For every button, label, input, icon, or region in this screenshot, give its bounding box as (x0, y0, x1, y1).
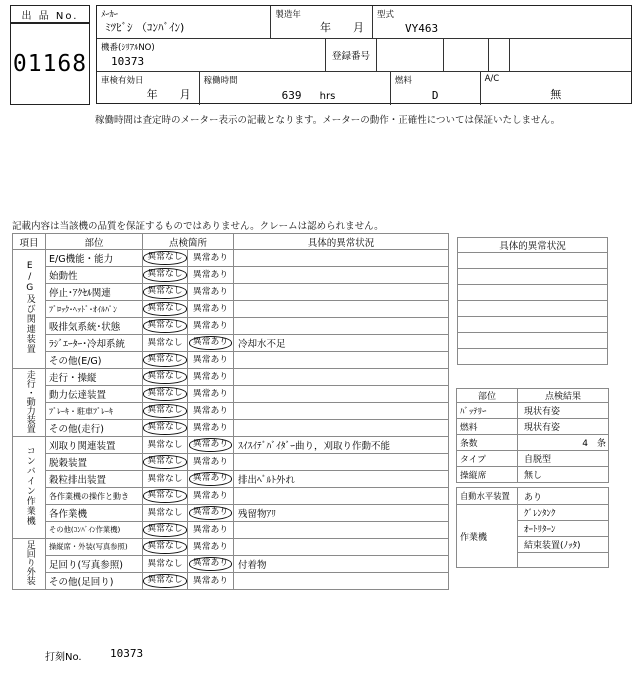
detail-cell (234, 301, 449, 318)
detail-cell (234, 318, 449, 335)
stamp-no-value: 10373 (110, 647, 144, 660)
table-row (458, 317, 608, 333)
part-cell: E/G機能・能力 (46, 250, 143, 267)
ok-option: 異常なし (143, 387, 186, 400)
ng-option: 異常あり (189, 506, 232, 519)
registration-no-cell (326, 39, 377, 71)
part-cell: 各作業機の操作と動き (46, 488, 143, 505)
table-row (13, 318, 449, 335)
table-row (13, 369, 449, 386)
table-row (13, 454, 449, 471)
table-row (13, 352, 449, 369)
table-row (13, 250, 449, 267)
detail-cell: ｽｲｽｲﾃﾞﾊﾞｲﾀﾞｰ曲り，刈取り作動不能 (234, 437, 449, 454)
result-header-row (457, 389, 609, 403)
ok-option: 異常なし (143, 489, 186, 502)
table-row (457, 403, 609, 419)
table-row (13, 403, 449, 420)
ng-cell (188, 386, 234, 403)
ng-cell (188, 335, 234, 352)
equipment-item: ｸﾞﾚﾝﾀﾝｸ (518, 505, 609, 521)
ng-option: 異常あり (192, 575, 229, 586)
empty-detail-cell (458, 349, 608, 365)
ok-option: 異常なし (143, 302, 186, 315)
result-value: 現状有姿 (518, 403, 609, 419)
ng-option: 異常あり (189, 557, 232, 570)
ok-cell (143, 267, 188, 284)
auto-leveling-value: あり (518, 488, 609, 505)
result-value: 自脱型 (518, 451, 609, 467)
table-row (457, 505, 609, 521)
table-row (13, 556, 449, 573)
detail-cell (234, 284, 449, 301)
ng-option: 異常あり (192, 456, 229, 467)
ng-option: 異常あり (189, 472, 232, 485)
listing-no-header: 出 品 No. (10, 5, 90, 23)
ok-option: 異常なし (143, 540, 186, 553)
part-cell: その他(足回り) (46, 573, 143, 590)
part-cell: 脱穀装置 (46, 454, 143, 471)
detail-cell (234, 403, 449, 420)
stamp-no-label: 打刻No. (45, 652, 82, 663)
fuel-cell (391, 72, 481, 105)
header-detail: 具体的異常状況 (234, 234, 449, 250)
ok-cell (143, 250, 188, 267)
part-cell: 操縦席・外装(写真参照) (46, 539, 143, 556)
ac-label: A/C (484, 74, 500, 84)
result-header-result: 点検結果 (518, 389, 609, 403)
ng-cell (188, 573, 234, 590)
detail-cell (234, 250, 449, 267)
ok-cell (143, 505, 188, 522)
result-part: 条数 (457, 435, 518, 451)
ng-cell (188, 505, 234, 522)
operating-hours-unit: hrs (319, 91, 336, 102)
group-label-combine (13, 437, 46, 539)
quality-disclaimer: 記載内容は当該機の品質を保証するものではありません。クレームは認められません。 (12, 221, 384, 232)
maker-label: ﾒｰｶｰ (101, 10, 119, 20)
ng-option: 異常あり (192, 354, 229, 365)
ok-option: 異常なし (143, 523, 186, 536)
group-label-eg (13, 250, 46, 369)
empty-detail-cell (458, 269, 608, 285)
empty-detail-cell (458, 301, 608, 317)
ng-option: 異常あり (192, 490, 229, 501)
ok-cell (143, 488, 188, 505)
ng-option: 異常あり (189, 438, 232, 451)
detail-cell (234, 386, 449, 403)
table-row (13, 420, 449, 437)
model-value: VY463 (404, 22, 439, 35)
operating-hours-label: 稼働時間 (203, 76, 238, 86)
ng-option: 異常あり (192, 422, 229, 433)
ok-option: 異常なし (143, 319, 186, 332)
ng-option: 異常あり (192, 252, 229, 263)
empty-detail-cell (458, 333, 608, 349)
table-row (13, 488, 449, 505)
info-row-2 (97, 39, 631, 72)
auto-leveling-label: 自動水平装置 (457, 488, 518, 505)
table-row (457, 488, 609, 505)
ng-cell (188, 301, 234, 318)
group-vertical-text: コンバイン作業機 (24, 446, 35, 526)
detail-cell (234, 420, 449, 437)
detail-cell: 残留物ｱﾘ (234, 505, 449, 522)
ng-option: 異常あり (189, 336, 232, 349)
result-value: 現状有姿 (518, 419, 609, 435)
ng-cell (188, 284, 234, 301)
table-row (13, 437, 449, 454)
empty-cell (489, 39, 511, 71)
detail-cell (234, 539, 449, 556)
table-row (13, 539, 449, 556)
detail-cell (234, 522, 449, 539)
ok-cell (143, 556, 188, 573)
ac-cell (481, 72, 631, 105)
mfg-year-cell (271, 6, 373, 38)
ng-option: 異常あり (192, 405, 229, 416)
work-machine-label: 作業機 (457, 505, 518, 568)
ok-cell (143, 522, 188, 539)
table-row (13, 335, 449, 352)
ok-cell (143, 335, 188, 352)
part-cell: 始動性 (46, 267, 143, 284)
ng-cell (188, 556, 234, 573)
result-part: ﾊﾞｯﾃﾘｰ (457, 403, 518, 419)
empty-cell (377, 39, 444, 71)
abnormal-detail-table (457, 237, 608, 365)
empty-detail-cell (458, 317, 608, 333)
operating-hours-value: 639 (281, 89, 302, 102)
ng-option: 異常あり (192, 303, 229, 314)
ok-cell (143, 301, 188, 318)
ok-option: 異常なし (143, 574, 186, 587)
operating-hours-cell (200, 72, 391, 105)
ng-cell (188, 420, 234, 437)
header-check: 点検箇所 (143, 234, 234, 250)
ng-cell (188, 522, 234, 539)
detail-cell (234, 369, 449, 386)
inspection-table (12, 233, 449, 590)
ng-cell (188, 352, 234, 369)
table-row (457, 467, 609, 483)
ng-cell (188, 369, 234, 386)
meter-disclaimer: 稼働時間は査定時のメーター表示の記載となります。メーターの動作・正確性については保証いたしません。 (95, 115, 561, 126)
info-row-1 (97, 6, 631, 39)
ng-cell (188, 318, 234, 335)
model-cell (373, 6, 631, 38)
ok-cell (143, 284, 188, 301)
serial-value: 10373 (111, 55, 145, 68)
equipment-item: 結束装置(ﾉｯﾀ) (518, 537, 609, 553)
maker-cell (97, 6, 271, 38)
part-cell: その他(走行) (46, 420, 143, 437)
ok-cell (143, 437, 188, 454)
group-label-drive (13, 369, 46, 437)
ok-cell (143, 539, 188, 556)
table-row (458, 253, 608, 269)
group-vertical-text: E/G及び関連装置 (24, 261, 35, 354)
table-row (13, 267, 449, 284)
ok-option: 異常なし (143, 404, 186, 417)
ok-option: 異常なし (143, 455, 186, 468)
ng-cell (188, 267, 234, 284)
inspection-header-row (13, 234, 449, 250)
mfg-year-label: 製造年 (275, 10, 301, 20)
fuel-label: 燃料 (394, 76, 412, 86)
table-row (458, 285, 608, 301)
result-part: 操縦席 (457, 467, 518, 483)
ok-option: 異常なし (143, 370, 186, 383)
ok-option: 異常なし (143, 353, 186, 366)
table-row (13, 471, 449, 488)
info-row-3 (97, 72, 631, 105)
ng-option: 異常あり (192, 269, 229, 280)
result-part: タイプ (457, 451, 518, 467)
ok-option: 異常なし (147, 558, 183, 569)
ok-cell (143, 471, 188, 488)
result-value: 4 条 (518, 435, 609, 451)
ok-option: 異常なし (143, 268, 186, 281)
ac-value: 無 (550, 88, 562, 101)
part-cell: 各作業機 (46, 505, 143, 522)
ok-cell (143, 369, 188, 386)
detail-cell (234, 454, 449, 471)
detail-cell (234, 352, 449, 369)
part-cell: 走行・操縦 (46, 369, 143, 386)
fuel-value: D (431, 89, 439, 102)
table-row (13, 386, 449, 403)
detail-cell: 排出ﾍﾞﾙﾄ外れ (234, 471, 449, 488)
ng-cell (188, 454, 234, 471)
part-cell: ﾌﾞﾛｯｸ･ﾍｯﾄﾞ･ｵｲﾙﾊﾟﾝ (46, 301, 143, 318)
ng-option: 異常あり (192, 541, 229, 552)
ng-cell (188, 471, 234, 488)
table-row (457, 419, 609, 435)
table-row (13, 505, 449, 522)
part-cell: ﾗｼﾞｴｰﾀｰ･冷却系統 (46, 335, 143, 352)
serial-cell (97, 39, 326, 71)
header-part: 部位 (46, 234, 143, 250)
table-row (13, 573, 449, 590)
mfg-year-value: 年 月 (319, 21, 364, 34)
ok-option: 異常なし (147, 473, 183, 484)
detail-cell: 冷却水不足 (234, 335, 449, 352)
detail-cell (234, 267, 449, 284)
ok-option: 異常なし (143, 421, 186, 434)
ng-option: 異常あり (192, 320, 229, 331)
table-row (458, 269, 608, 285)
table-row (13, 522, 449, 539)
table-row (458, 333, 608, 349)
part-cell: ﾌﾞﾚｰｷ・駐車ﾌﾞﾚｰｷ (46, 403, 143, 420)
table-row (458, 349, 608, 365)
ng-cell (188, 437, 234, 454)
machine-info-table (96, 5, 632, 104)
part-cell: 足回り(写真参照) (46, 556, 143, 573)
table-row (13, 284, 449, 301)
table-row (457, 451, 609, 467)
part-cell: 動力伝達装置 (46, 386, 143, 403)
abnormal-detail-header: 具体的異常状況 (458, 238, 608, 253)
ok-cell (143, 454, 188, 471)
empty-detail-cell (458, 253, 608, 269)
serial-label: 機番(ｼﾘｱﾙNO) (101, 43, 155, 53)
listing-no-value: 01168 (10, 23, 90, 105)
ok-cell (143, 352, 188, 369)
equipment-table (456, 487, 609, 568)
ng-option: 異常あり (192, 371, 229, 382)
detail-cell (234, 573, 449, 590)
ok-cell (143, 403, 188, 420)
part-cell: 停止･ｱｸｾﾙ関連 (46, 284, 143, 301)
result-value: 無し (518, 467, 609, 483)
ok-option: 異常なし (147, 337, 183, 348)
ok-cell (143, 318, 188, 335)
ng-cell (188, 403, 234, 420)
detail-cell: 付着物 (234, 556, 449, 573)
ng-cell (188, 488, 234, 505)
group-vertical-text: 走行・動力装置 (24, 369, 35, 433)
part-cell: その他(E/G) (46, 352, 143, 369)
ok-cell (143, 420, 188, 437)
ok-cell (143, 573, 188, 590)
ng-option: 異常あり (192, 524, 229, 535)
inspection-expiry-cell (97, 72, 200, 105)
check-result-table (456, 388, 609, 483)
model-label: 型式 (376, 10, 394, 20)
ok-cell (143, 386, 188, 403)
part-cell: 吸排気系統･状態 (46, 318, 143, 335)
registration-no-label: 登録番号 (332, 51, 371, 62)
part-cell: その他(ｺﾝﾊﾞｲﾝ作業機) (46, 522, 143, 539)
table-row (458, 301, 608, 317)
equipment-item (518, 553, 609, 568)
ng-option: 異常あり (192, 388, 229, 399)
result-header-part: 部位 (457, 389, 518, 403)
equipment-item: ｵｰﾄﾘﾀｰﾝ (518, 521, 609, 537)
ng-cell (188, 250, 234, 267)
group-label-undercarriage (13, 539, 46, 590)
maker-value: ﾐﾂﾋﾞｼ （ｺﾝﾊﾞｲﾝ) (105, 21, 185, 34)
detail-cell (234, 488, 449, 505)
header-item: 項目 (13, 234, 46, 250)
group-vertical-text: 足回り外装 (24, 540, 35, 585)
ng-cell (188, 539, 234, 556)
empty-cell (444, 39, 489, 71)
part-cell: 穀粒排出装置 (46, 471, 143, 488)
ng-option: 異常あり (192, 286, 229, 297)
ok-option: 異常なし (143, 251, 186, 264)
part-cell: 刈取り関連装置 (46, 437, 143, 454)
empty-cell (510, 39, 631, 71)
inspection-expiry-value: 年 月 (146, 88, 191, 101)
result-part: 燃料 (457, 419, 518, 435)
inspection-expiry-label: 車検有効日 (101, 76, 144, 86)
empty-detail-cell (458, 285, 608, 301)
ok-option: 異常なし (143, 285, 186, 298)
ok-option: 異常なし (147, 507, 183, 518)
table-row (13, 301, 449, 318)
ok-option: 異常なし (147, 439, 183, 450)
table-row (457, 435, 609, 451)
